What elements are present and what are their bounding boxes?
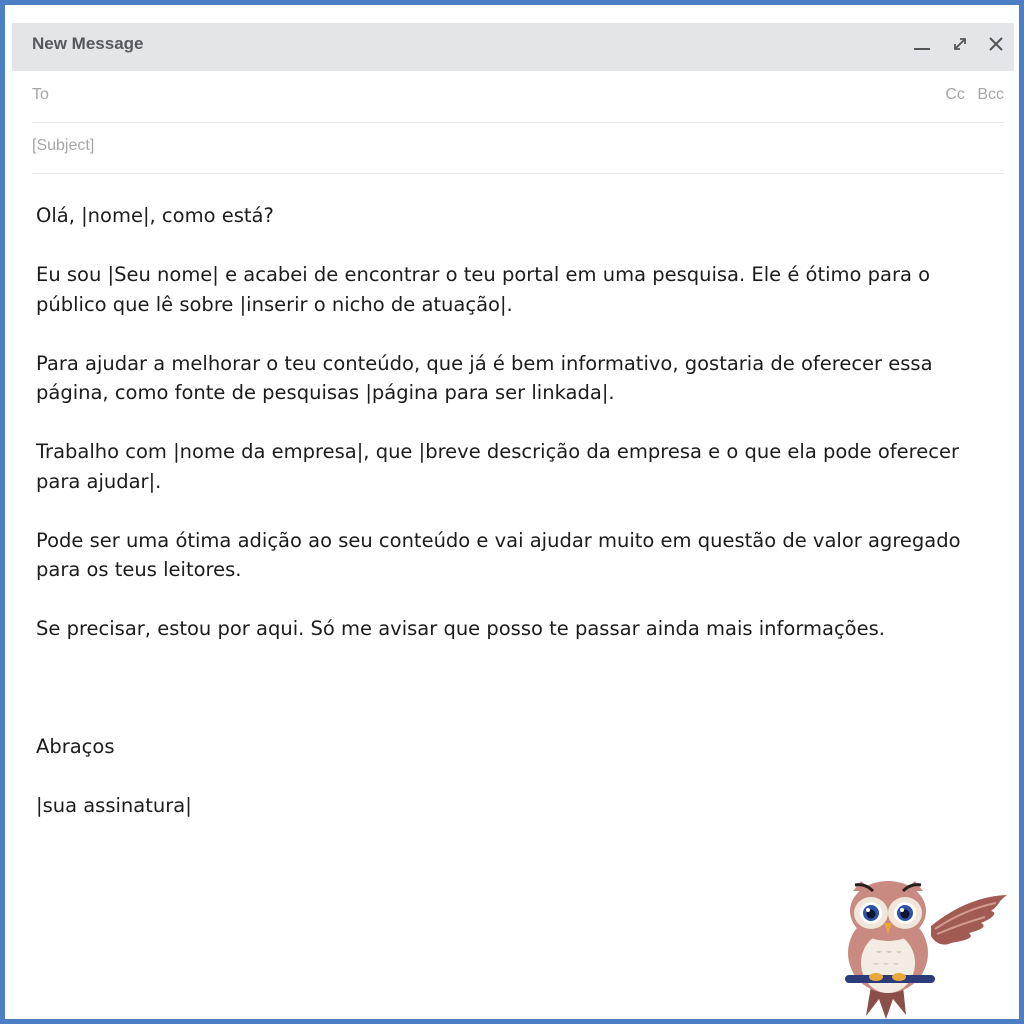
cc-link[interactable]: Cc [945, 86, 965, 103]
paragraph-4: Pode ser uma ótima adição ao seu conteúdo e vai ajudar muito em questão de valor agregado para os teus leitores. [36, 528, 961, 581]
cc-bcc-links [937, 86, 1004, 104]
paragraph-3: Trabalho com |nome da empresa|, que |breve descrição da empresa e o que ela pode oferecer para ajudar|. [36, 440, 959, 493]
paragraph-2: Para ajudar a melhorar o teu conteúdo, que já é bem informativo, gostaria de oferecer essa página, como fonte de pesquisas |página para ser linkada|. [36, 351, 933, 404]
subject-placeholder: [Subject] [32, 137, 95, 154]
greeting: Olá, |nome|, como está? [36, 204, 274, 227]
compose-title-bar [12, 23, 1014, 71]
to-field[interactable] [32, 72, 1004, 123]
closing: Abraços [36, 734, 115, 758]
signature: |sua assinatura| [36, 793, 192, 817]
window-title: New Message [32, 34, 144, 53]
to-placeholder: To [32, 86, 49, 103]
minimize-icon[interactable] [910, 33, 934, 55]
owl-mascot-icon [831, 871, 1011, 1021]
expand-icon[interactable] [948, 33, 972, 55]
message-body[interactable] [36, 201, 996, 850]
close-icon[interactable] [984, 33, 1008, 55]
paragraph-1: Eu sou |Seu nome| e acabei de encontrar o teu portal em uma pesquisa. Ele é ótimo para o público que lê sobre |inserir o nicho de atuação|. [36, 263, 931, 316]
bcc-link[interactable]: Bcc [977, 86, 1004, 103]
subject-field[interactable] [32, 123, 1004, 174]
paragraph-5: Se precisar, estou por aqui. Só me avisar que posso te passar ainda mais informações. [36, 617, 885, 640]
